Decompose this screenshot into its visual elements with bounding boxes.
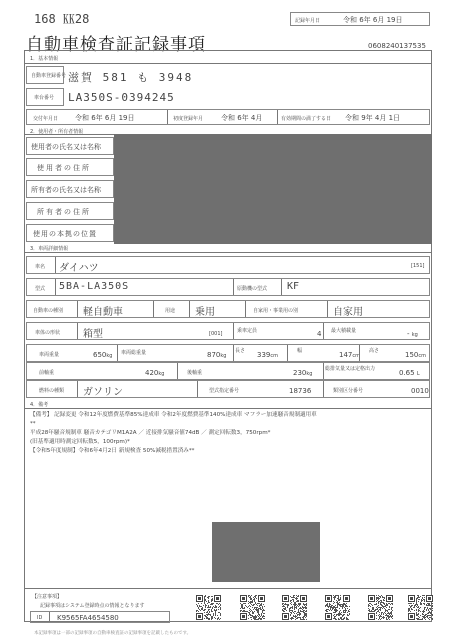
width-value-wrap — [339, 351, 360, 359]
bottom-disclaimer: 本記録事項は一部の記録事項の自動車検査証の記録事項を記載したものです。 — [34, 631, 192, 636]
qr-code-6 — [408, 595, 433, 620]
divider — [153, 301, 154, 317]
rear-axle-value: 230 — [293, 369, 307, 377]
engine-label: 原動機の型式 — [237, 286, 268, 292]
weight-label: 車両重量 — [39, 352, 60, 358]
body-value: 箱型 — [83, 329, 103, 340]
issue-value: 令和 6年 6月 19日 — [75, 114, 135, 122]
redacted-owner-info — [114, 134, 432, 244]
front-axle-label: 前軸重 — [39, 370, 55, 376]
reg-value: 滋賀 581 も 3948 — [68, 71, 194, 84]
section-vehicle-title: 3．車両詳細情報 — [30, 246, 69, 252]
owner-name-cell — [26, 180, 114, 198]
gross-label: 車両総重量 — [121, 350, 147, 356]
front-axle-value-wrap — [145, 369, 164, 377]
remark-line: ** — [30, 421, 36, 427]
divider — [77, 323, 78, 339]
owner-addr-cell — [26, 202, 114, 220]
model-label: 型式 — [35, 286, 46, 292]
divider — [323, 381, 324, 397]
expiry-value: 令和 9年 4月 1日 — [345, 114, 401, 122]
redacted-stamp — [212, 522, 320, 582]
height-label: 高さ — [369, 348, 380, 354]
id-label: ID — [37, 615, 43, 621]
notice-title: 【注意事項】 — [32, 594, 63, 600]
owner-addr-label: 所有者の住所 — [37, 208, 91, 216]
id-box — [30, 611, 170, 623]
record-date-box — [290, 12, 430, 26]
section-owner-title: 2．使用者・所有者情報 — [30, 129, 84, 135]
first-reg-value: 令和 6年 4月 — [221, 114, 263, 122]
class-num-value: 0010 — [411, 387, 429, 395]
divider — [24, 408, 432, 409]
reg-label: 自動車登録番号 — [31, 73, 67, 79]
maker-code: [151] — [411, 263, 425, 269]
qr-code-5 — [368, 595, 393, 620]
kind-row — [26, 300, 430, 318]
engine-value: KF — [287, 281, 300, 292]
expiry-label: 有効期間の満了する日 — [281, 116, 332, 122]
user-addr-label: 使用者の住所 — [37, 164, 91, 172]
remark-line: (旧基準適用時測定回転数5，100rpm)* — [30, 439, 130, 445]
type-num-label: 型式指定番号 — [209, 388, 240, 394]
max-load-unit: kg — [411, 332, 418, 338]
chassis-label-cell — [26, 88, 64, 106]
max-load-label: 最大積載量 — [331, 328, 357, 334]
qr-code-3 — [282, 595, 307, 620]
divider — [327, 301, 328, 317]
divider — [24, 63, 432, 64]
fuel-row — [26, 380, 430, 398]
gross-unit: kg — [220, 353, 227, 359]
length-unit: cm — [270, 353, 278, 359]
reg-label-cell — [26, 66, 67, 84]
user-name-label: 使用者の氏名又は名称 — [31, 143, 101, 151]
remark-line: 【令和5年度規制】令和6年4月2日 新規検査 50%減税措置済み** — [30, 448, 195, 454]
displacement-label: 総排気量又は定格出力 — [325, 366, 376, 372]
divider — [177, 363, 178, 379]
divider — [233, 279, 234, 295]
base-label: 使用の本拠の位置 — [33, 230, 97, 238]
width-unit: cm — [352, 353, 360, 359]
length-value-wrap — [257, 351, 278, 359]
page-title: 自動車検査証記録事項 — [26, 35, 206, 55]
remark-line: 【備考】 記録変更 令和12年度燃費基準85%達成車 令和2年度燃費基準140%達成車 マフラー加速騒音規制適用車 — [30, 412, 317, 418]
divider — [167, 110, 168, 124]
issue-label: 交付年月日 — [33, 116, 59, 122]
qr-code-2 — [240, 595, 265, 620]
maker-row — [26, 256, 430, 274]
divider — [55, 279, 56, 295]
capacity-value: 4 — [317, 330, 322, 338]
divider — [77, 301, 78, 317]
use-value: 乗用 — [195, 307, 215, 318]
weight-unit: kg — [106, 353, 113, 359]
record-date-value: 令和 6年 6月 19日 — [343, 16, 403, 24]
displacement-unit: L — [416, 371, 420, 377]
use-label: 用途 — [165, 308, 176, 314]
axle-row — [26, 362, 430, 380]
first-reg-label: 初度登録年月 — [173, 116, 204, 122]
kind-value: 軽自動車 — [83, 307, 123, 318]
handwritten-note: 168 ㏍28 — [34, 12, 90, 26]
kind-label: 自動車の種別 — [33, 308, 64, 314]
section-remarks-title: 4．備考 — [30, 402, 49, 408]
qr-code-1 — [196, 595, 221, 620]
capacity-label: 乗車定員 — [237, 328, 258, 334]
divider — [189, 301, 190, 317]
weight-value-wrap — [93, 351, 112, 359]
gross-value: 870 — [207, 351, 221, 359]
divider — [287, 345, 288, 361]
type-num-value: 18736 — [289, 387, 312, 395]
section-basic-title: 1．基本情報 — [30, 56, 59, 62]
record-date-label: 記録年月日 — [295, 18, 321, 24]
doc-number: 0608240137535 — [368, 42, 426, 50]
divider — [24, 252, 432, 253]
rear-axle-unit: kg — [306, 371, 313, 377]
remark-line: 平成28年騒音規制車 騒音カテゴリM1A2A ／ 近接排気騒音値74dB ／ 測定回転数3，750rpm* — [30, 430, 271, 436]
user-name-cell — [26, 137, 114, 155]
fuel-label: 燃料の種類 — [39, 388, 65, 394]
divider — [281, 279, 282, 295]
purpose-value: 自家用 — [333, 307, 363, 318]
height-value: 150 — [405, 351, 419, 359]
remarks-block — [30, 411, 428, 456]
rear-axle-label: 後軸重 — [187, 370, 203, 376]
height-value-wrap — [405, 351, 426, 359]
divider — [77, 381, 78, 397]
divider — [277, 110, 278, 124]
displacement-value-wrap — [399, 369, 420, 377]
owner-name-label: 所有者の氏名又は名称 — [31, 186, 101, 194]
displacement-value: 0.65 — [399, 369, 415, 377]
body-label: 車体の形状 — [35, 330, 61, 336]
max-load-value: - — [407, 330, 410, 338]
divider — [233, 345, 234, 361]
chassis-value: LA350S-0394245 — [68, 91, 175, 104]
max-load-value-wrap — [407, 330, 418, 338]
front-axle-unit: kg — [158, 371, 165, 377]
capacity-value-wrap — [317, 330, 321, 338]
divider — [359, 345, 360, 361]
model-row — [26, 278, 430, 296]
rear-axle-value-wrap — [293, 369, 312, 377]
body-code: [001] — [209, 331, 223, 337]
user-addr-cell — [26, 158, 114, 176]
divider — [55, 257, 56, 273]
weight-value: 650 — [93, 351, 107, 359]
class-num-label: 類別区分番号 — [333, 388, 364, 394]
base-cell — [26, 224, 114, 242]
dates-row — [26, 109, 430, 125]
id-value: K9565FA4654580 — [57, 614, 119, 622]
divider — [117, 345, 118, 361]
maker-value: ダイハツ — [59, 263, 99, 274]
purpose-label: 自家用・事業用の別 — [253, 308, 299, 314]
model-value: 5BA-LA350S — [59, 281, 130, 292]
length-label: 長さ — [235, 348, 246, 354]
width-value: 147 — [339, 351, 353, 359]
chassis-label: 車台番号 — [34, 95, 55, 101]
width-label: 幅 — [297, 348, 303, 354]
divider — [49, 612, 50, 622]
dimension-row — [26, 344, 430, 362]
gross-value-wrap — [207, 351, 226, 359]
divider — [24, 588, 432, 589]
body-row — [26, 322, 430, 340]
front-axle-value: 420 — [145, 369, 159, 377]
divider — [233, 323, 234, 339]
qr-code-4 — [325, 595, 350, 620]
height-unit: cm — [418, 353, 426, 359]
notice-text: 記録事項はシステム登録時点の情報となります — [40, 603, 145, 609]
divider — [245, 301, 246, 317]
maker-label: 車名 — [35, 264, 46, 270]
divider — [197, 381, 198, 397]
fuel-value: ガソリン — [83, 387, 123, 398]
length-value: 339 — [257, 351, 271, 359]
divider — [323, 363, 324, 379]
divider — [323, 323, 324, 339]
